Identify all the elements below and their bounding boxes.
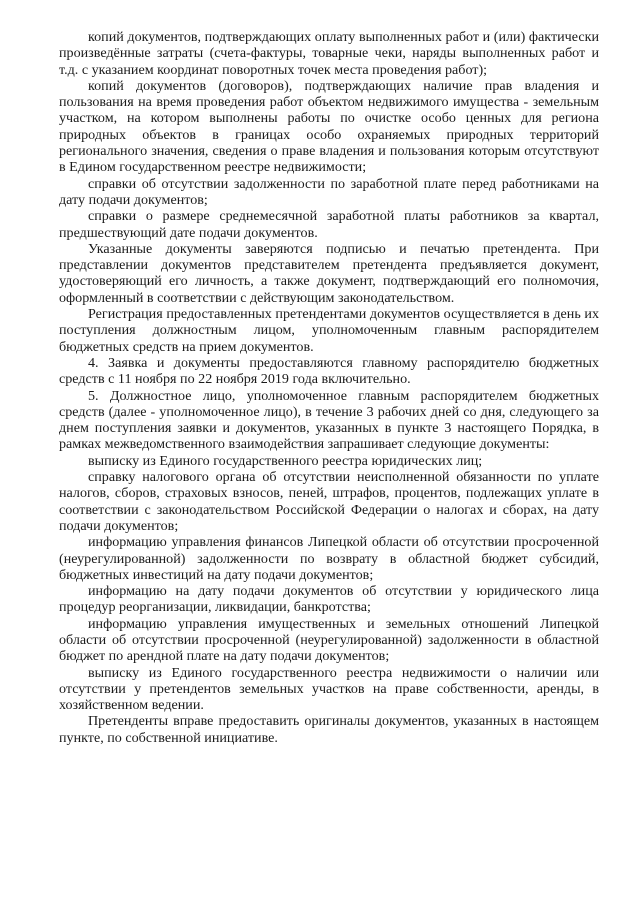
- paragraph-documents-registration: Регистрация предоставленных претендентами документов осуществляется в день их поступления должностным лицом, уполномоченным главным распорядителем бюджетных средств на прием документов.: [59, 306, 599, 355]
- paragraph-legal-entities-register-extract: выписку из Единого государственного реестра юридических лиц;: [88, 452, 483, 469]
- paragraph-copies-ownership-documents: копий документов (договоров), подтверждающих наличие прав владения и пользования на время проведения работ объектом недвижимого имущества - земельным участком, на котором выполнены работы по очистке особо ценных для региона природных объектов в границах особо охраняемых природных территорий регионального значения, сведения о праве владения и пользования которым отсутствуют в Едином государственном реестре недвижимости;: [59, 77, 599, 176]
- paragraph-reorganization-information: информацию на дату подачи документов об отсутствии у юридического лица процедур реорганизации, ликвидации, банкротства;: [59, 583, 599, 616]
- paragraph-average-salary-certificate: справки о размере среднемесячной заработной платы работников за квартал, предшествующий дате подачи документов.: [59, 208, 599, 241]
- paragraph-real-estate-register-extract: выписку из Единого государственного реестра недвижимости о наличии или отсутствии у претендентов земельных участков на праве собственности, аренды, в хозяйственном ведении.: [59, 664, 599, 714]
- paragraph-finance-department-information: информацию управления финансов Липецкой области об отсутствии просроченной (неурегулированной) задолженности по возврату в областной бюджет субсидий, бюджетных инвестиций на дату подачи документов;: [59, 534, 599, 583]
- paragraph-documents-certification: Указанные документы заверяются подписью и печатью претендента. При представлении документов представителем претендента предъявляется документ, удостоверяющий его личность, а также документ, подтверждающий его полномочия, оформленный в соответствии с действующим законодательством.: [59, 240, 599, 306]
- paragraph-item-5-interagency-requests: 5. Должностное лицо, уполномоченное главным распорядителем бюджетных средств (далее - уполномоченное лицо), в течение 3 рабочих дней со дня, следующего за днем поступления заявки и документов, указанных в пункте 3 настоящего Порядка, в рамках межведомственного взаимодействия запрашивает следующие документы:: [59, 387, 599, 453]
- paragraph-tax-authority-certificate: справку налогового органа об отсутствии неисполненной обязанности по уплате налогов, сборов, страховых взносов, пеней, штрафов, процентов, подлежащих уплате в соответствии с законодательством Российской Федерации о налогах и сборах, на дату подачи документов;: [59, 469, 599, 534]
- paragraph-copies-payment-documents: копий документов, подтверждающих оплату выполненных работ и (или) фактически произведённые затраты (счета-фактуры, товарные чеки, наряды выполненных работ и т.д. с указанием координат поворотных точек места проведения работ);: [59, 29, 599, 78]
- paragraph-property-department-information: информацию управления имущественных и земельных отношений Липецкой области об отсутствии просроченной (неурегулированной) задолженности в областной бюджет по арендной плате на дату подачи документов;: [59, 615, 599, 665]
- paragraph-item-4-submission-period: 4. Заявка и документы предоставляются главному распорядителю бюджетных средств с 11 ноября по 22 ноября 2019 года включительно.: [59, 354, 599, 388]
- paragraph-salary-debt-certificate: справки об отсутствии задолженности по заработной плате перед работниками на дату подачи документов;: [59, 175, 599, 208]
- paragraph-originals-own-initiative: Претенденты вправе предоставить оригиналы документов, указанных в настоящем пункте, по собственной инициативе.: [59, 713, 599, 746]
